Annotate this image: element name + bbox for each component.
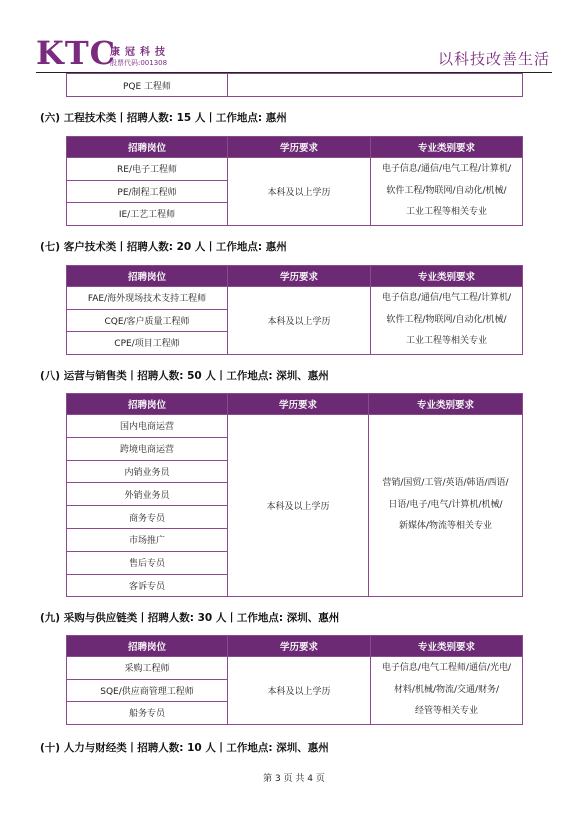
position-cell: 内销业务员 [67,460,228,483]
position-cell: 采购工程师 [67,657,228,680]
jobs-table [66,635,523,725]
page-header [0,0,588,78]
position-cell: 国内电商运营 [67,415,228,438]
header-majors: 专业类别要求 [371,266,523,287]
position-cell: CQE/客户质量工程师 [67,309,228,332]
company-logo: KTC [36,34,117,72]
header-position: 招聘岗位 [67,266,228,287]
header-position: 招聘岗位 [67,394,228,415]
major-line: 新媒体/物流等相关专业 [398,521,493,532]
major-line: 日语/电子/电气/计算机/机械/ [388,499,503,510]
position-cell: 商务专员 [67,506,228,529]
header-education: 学历要求 [228,394,369,415]
major-line: 电子信息/通信/电气工程/计算机/ [381,164,512,174]
position-cell: PQE 工程师 [67,74,228,97]
major-line: 工业工程等相关专业 [405,207,487,217]
education-cell: 本科及以上学历 [228,415,369,597]
jobs-table [66,393,523,597]
continued-table [66,73,523,97]
position-cell: 船务专员 [67,702,228,725]
empty-cell [228,74,523,97]
slogan: 以科技改善生活 [438,50,551,68]
majors-cell [369,415,523,597]
company-name: 康冠科技 [110,47,170,58]
header-education: 学历要求 [228,137,371,158]
header-majors: 专业类别要求 [371,137,523,158]
education-cell: 本科及以上学历 [228,158,371,226]
position-cell: 售后专员 [67,551,228,574]
position-cell: 外销业务员 [67,483,228,506]
majors-cell [371,657,523,725]
major-line: 软件工程/物联网/自动化/机械/ [386,314,507,325]
major-line: 软件工程/物联网/自动化/机械/ [386,185,507,196]
header-education: 学历要求 [228,266,371,287]
majors-cell [371,287,523,355]
section-title: (六) 工程技术类丨招聘人数: 15 人丨工作地点: 惠州 [40,112,287,124]
position-cell: 客诉专员 [67,574,228,597]
position-cell: 市场推广 [67,528,228,551]
education-cell: 本科及以上学历 [228,287,371,355]
header-position: 招聘岗位 [67,137,228,158]
jobs-table [66,136,523,226]
education-cell: 本科及以上学历 [228,657,371,725]
jobs-table [66,265,523,355]
majors-cell [371,158,523,226]
major-line: 经管等相关专业 [414,706,478,716]
position-cell: PE/制程工程师 [67,180,228,203]
major-line: 营销/国贸/工管/英语/韩语/西语/ [382,478,509,489]
major-line: 电子信息/通信/电气工程/计算机/ [381,293,512,303]
header-majors: 专业类别要求 [371,636,523,657]
position-cell: RE/电子工程师 [67,158,228,181]
position-cell: FAE/海外现场技术支持工程师 [67,287,228,310]
position-cell: IE/工艺工程师 [67,203,228,226]
major-line: 材料/机械/物流/交通/财务/ [393,684,500,695]
section-title: (九) 采购与供应链类丨招聘人数: 30 人丨工作地点: 深圳、惠州 [40,612,340,624]
position-cell: 跨境电商运营 [67,437,228,460]
position-cell: CPE/项目工程师 [67,332,228,355]
section-title: (十) 人力与财经类丨招聘人数: 10 人丨工作地点: 深圳、惠州 [40,742,329,754]
major-line: 工业工程等相关专业 [405,336,487,346]
section-title: (七) 客户技术类丨招聘人数: 20 人丨工作地点: 惠州 [40,241,287,253]
page-footer: 第 3 页 共 4 页 [263,774,325,784]
header-education: 学历要求 [228,636,371,657]
header-position: 招聘岗位 [67,636,228,657]
position-cell: SQE/供应商管理工程师 [67,679,228,702]
section-title: (八) 运营与销售类丨招聘人数: 50 人丨工作地点: 深圳、惠州 [40,370,329,382]
major-line: 电子信息/电气工程师/通信/光电/ [381,663,512,673]
header-majors: 专业类别要求 [369,394,523,415]
stock-code: 股票代码:001308 [110,59,168,67]
